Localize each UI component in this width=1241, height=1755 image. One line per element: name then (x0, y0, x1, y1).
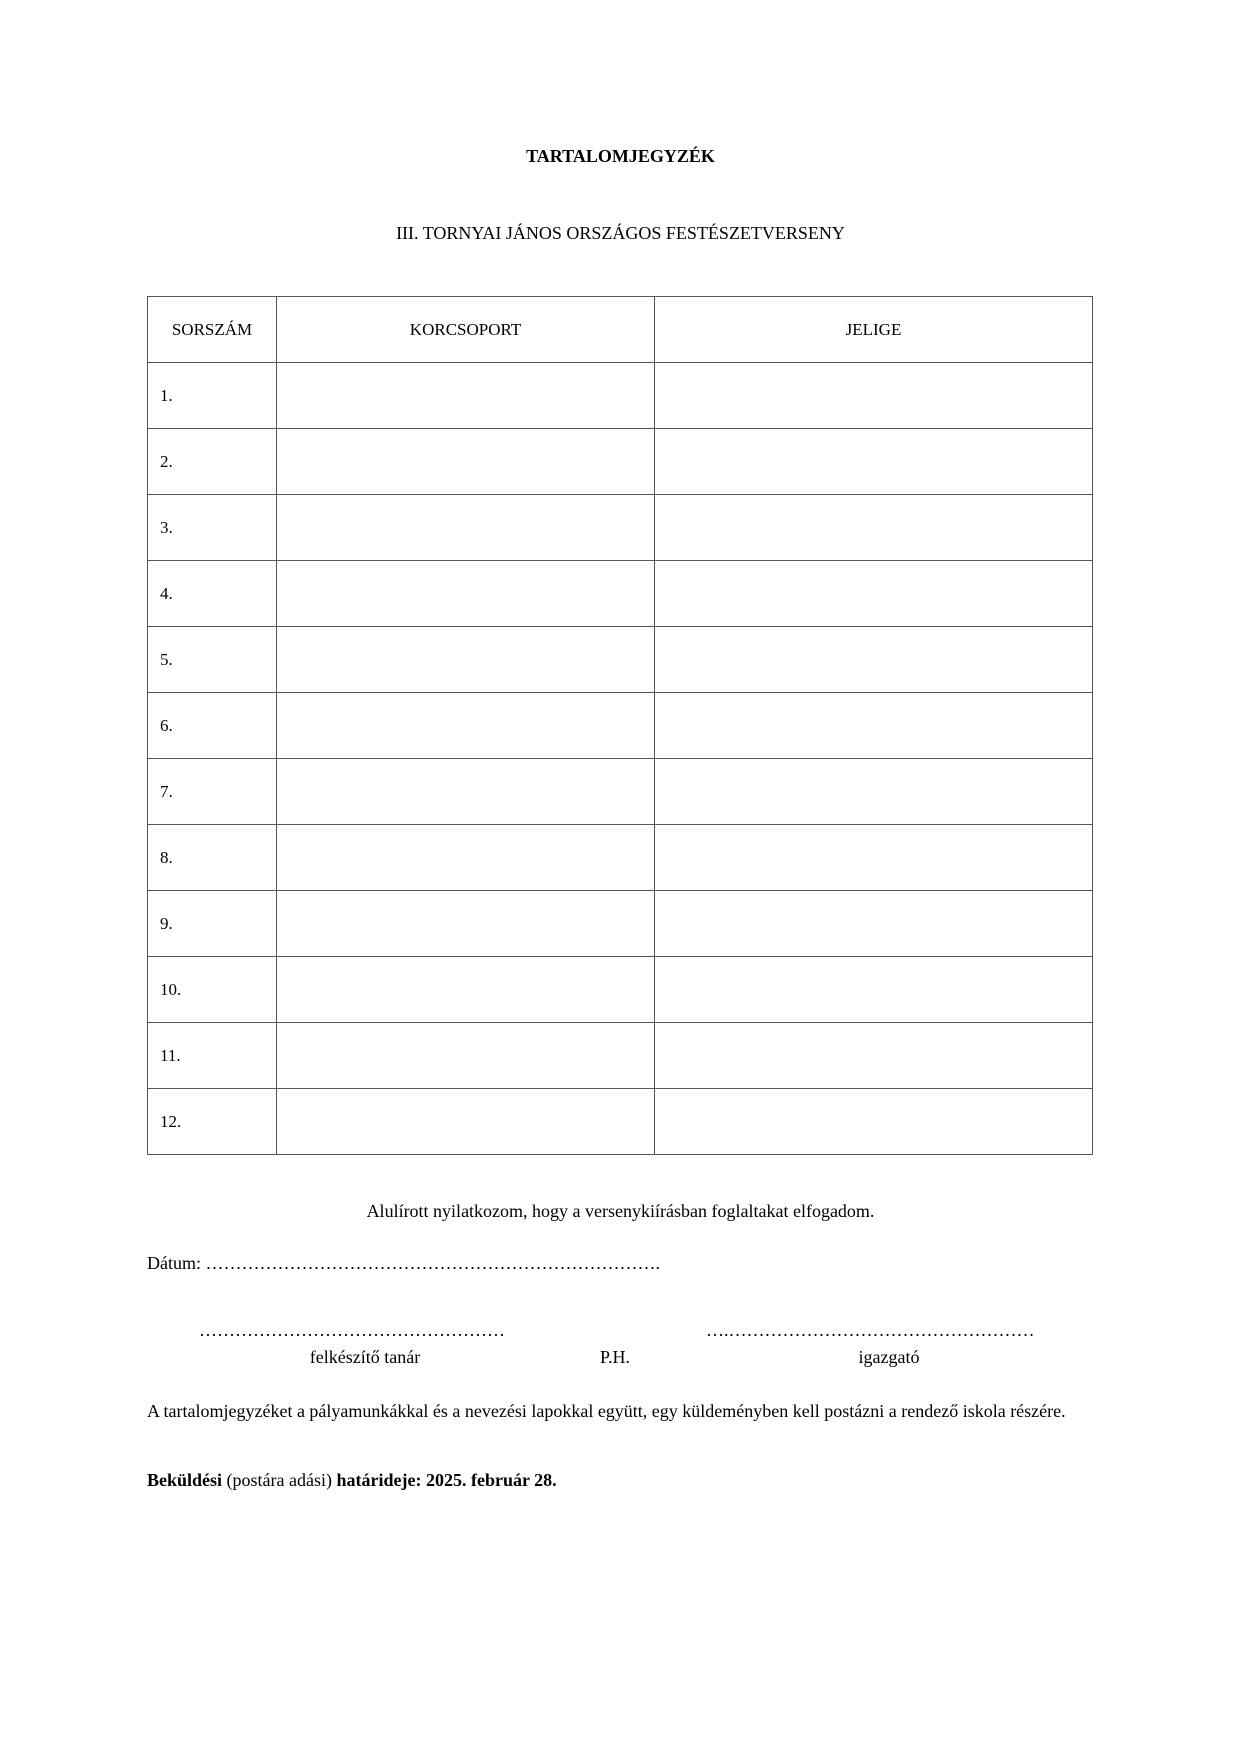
date-label: Dátum: (147, 1253, 201, 1273)
table-row (148, 759, 1093, 825)
jelige-cell[interactable] (655, 693, 1093, 759)
declaration-text: Alulírott nyilatkozom, hogy a versenykiírásban foglaltakat elfogadom. (366, 1201, 875, 1221)
table-row (148, 363, 1093, 429)
row-number: 9. (148, 891, 277, 957)
korcsoport-cell[interactable] (277, 1089, 655, 1155)
table-header-row (148, 297, 1093, 363)
deadline-bold-2: határideje: 2025. február 28. (336, 1470, 557, 1490)
deadline-bold-1: Beküldési (147, 1470, 223, 1490)
deadline-line (147, 1470, 557, 1491)
row-number: 1. (148, 363, 277, 429)
header-jelige: JELIGE (655, 297, 1093, 363)
korcsoport-cell[interactable] (277, 1023, 655, 1089)
jelige-cell[interactable] (655, 759, 1093, 825)
table-row (148, 957, 1093, 1023)
header-korcsoport: KORCSOPORT (277, 297, 655, 363)
jelige-cell[interactable] (655, 561, 1093, 627)
jelige-cell[interactable] (655, 1089, 1093, 1155)
korcsoport-cell[interactable] (277, 891, 655, 957)
korcsoport-cell[interactable] (277, 825, 655, 891)
teacher-signature-line[interactable]: …………………………………………… (199, 1320, 505, 1340)
row-number: 4. (148, 561, 277, 627)
document-title: TARTALOMJEGYZÉK (526, 146, 715, 166)
document-subtitle: III. TORNYAI JÁNOS ORSZÁGOS FESTÉSZETVERSENY (396, 223, 845, 243)
korcsoport-cell[interactable] (277, 429, 655, 495)
jelige-cell[interactable] (655, 957, 1093, 1023)
table-row (148, 561, 1093, 627)
table-row (148, 1089, 1093, 1155)
date-field[interactable]: …………………………………………………………………. (205, 1253, 660, 1273)
jelige-cell[interactable] (655, 363, 1093, 429)
korcsoport-cell[interactable] (277, 363, 655, 429)
table-row (148, 825, 1093, 891)
row-number: 7. (148, 759, 277, 825)
mailing-note: A tartalomjegyzéket a pályamunkákkal és a nevezési lapokkal együtt, egy küldeményben kell postázni a rendező iskola részére. (147, 1401, 1066, 1421)
row-number: 8. (148, 825, 277, 891)
korcsoport-cell[interactable] (277, 627, 655, 693)
deadline-normal: (postára adási) (222, 1470, 337, 1490)
row-number: 6. (148, 693, 277, 759)
row-number: 10. (148, 957, 277, 1023)
korcsoport-cell[interactable] (277, 693, 655, 759)
teacher-label: felkészítő tanár (309, 1347, 421, 1367)
row-number: 11. (148, 1023, 277, 1089)
row-number: 12. (148, 1089, 277, 1155)
table-row (148, 693, 1093, 759)
row-number: 3. (148, 495, 277, 561)
jelige-cell[interactable] (655, 891, 1093, 957)
korcsoport-cell[interactable] (277, 561, 655, 627)
row-number: 2. (148, 429, 277, 495)
korcsoport-cell[interactable] (277, 495, 655, 561)
table-row (148, 627, 1093, 693)
table-row (148, 1023, 1093, 1089)
jelige-cell[interactable] (655, 429, 1093, 495)
korcsoport-cell[interactable] (277, 957, 655, 1023)
director-label: igazgató (858, 1347, 920, 1367)
table-row (148, 495, 1093, 561)
stamp-label: P.H. (599, 1347, 630, 1367)
director-signature-line[interactable]: ….…………………………………………… (706, 1320, 1035, 1340)
korcsoport-cell[interactable] (277, 759, 655, 825)
jelige-cell[interactable] (655, 495, 1093, 561)
contents-table (147, 296, 1093, 1155)
table-row (148, 429, 1093, 495)
jelige-cell[interactable] (655, 825, 1093, 891)
row-number: 5. (148, 627, 277, 693)
jelige-cell[interactable] (655, 1023, 1093, 1089)
header-sorszam: SORSZÁM (148, 297, 277, 363)
date-line (147, 1253, 660, 1274)
table-row (148, 891, 1093, 957)
jelige-cell[interactable] (655, 627, 1093, 693)
